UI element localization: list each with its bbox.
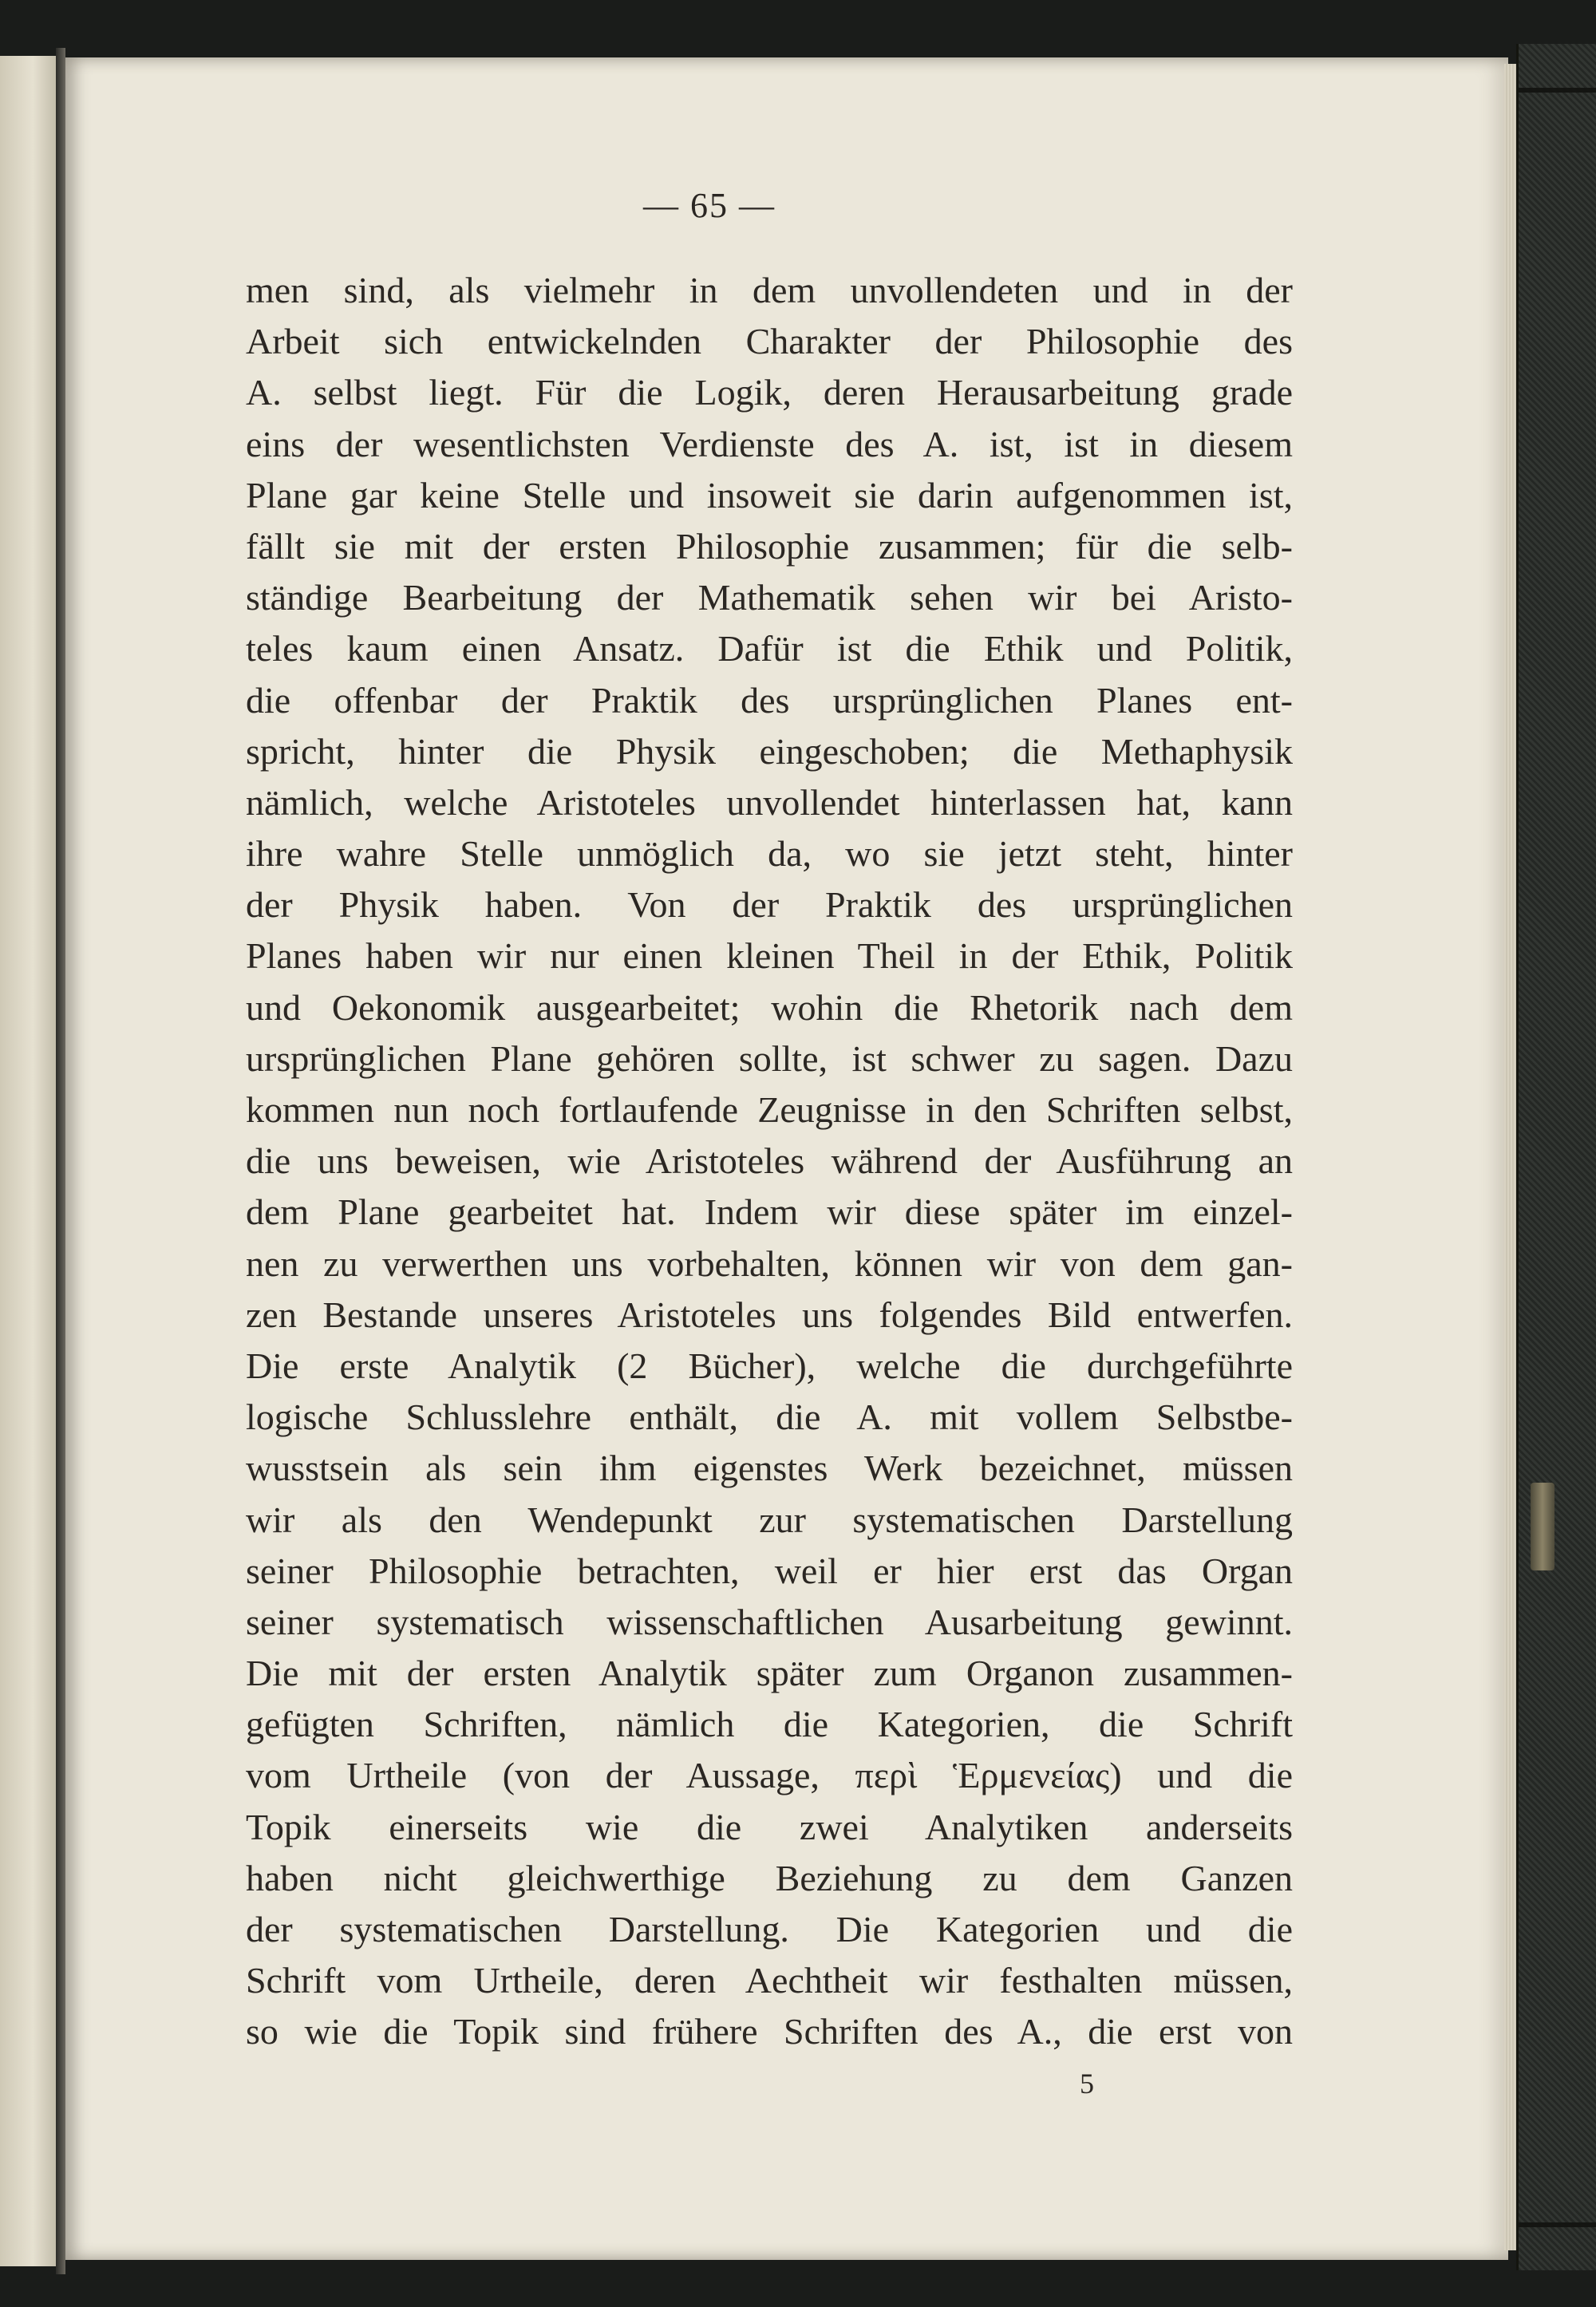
text-line: zen Bestande unseres Aristoteles uns folgendes Bild entwerfen. xyxy=(246,1294,1293,1335)
text-line: nämlich, welche Aristoteles unvollendet hinterlassen hat, kann xyxy=(246,781,1293,823)
text-line: und Oekonomik ausgearbeitet; wohin die Rhetorik nach dem xyxy=(246,986,1293,1028)
text-line: vom Urtheile (von der Aussage, περὶ Ἑρμενείας) und die xyxy=(246,1755,1293,1796)
cover-clasp xyxy=(1531,1483,1555,1570)
text-line: wusstsein als sein ihm eigenstes Werk bezeichnet, müssen xyxy=(246,1448,1293,1489)
text-line: seiner Philosophie betrachten, weil er hier erst das Organ xyxy=(246,1550,1293,1591)
text-line: nen zu verwerthen uns vorbehalten, können wir von dem gan- xyxy=(246,1242,1293,1284)
text-line: ständige Bearbeitung der Mathematik sehen wir bei Aristo- xyxy=(246,577,1293,618)
text-line: der Physik haben. Von der Praktik des ursprünglichen xyxy=(246,884,1293,926)
text-line: gefügten Schriften, nämlich die Kategorien, die Schrift xyxy=(246,1704,1293,1745)
text-line: Die mit der ersten Analytik später zum Organon zusammen- xyxy=(246,1653,1293,1694)
book-cover xyxy=(1516,44,1596,2270)
text-line: teles kaum einen Ansatz. Dafür ist die Ethik und Politik, xyxy=(246,628,1293,670)
text-line: ihre wahre Stelle unmöglich da, wo sie jetzt steht, hinter xyxy=(246,833,1293,875)
text-line: ursprünglichen Plane gehören sollte, ist schwer zu sagen. Dazu xyxy=(246,1037,1293,1079)
text-line: men sind, als vielmehr in dem unvollendeten und in der xyxy=(246,270,1293,310)
text-line: die offenbar der Praktik des ursprünglichen Planes ent- xyxy=(246,679,1293,721)
text-line: Arbeit sich entwickelnden Charakter der Philosophie des xyxy=(246,321,1293,362)
text-line: die uns beweisen, wie Aristoteles während der Ausführung an xyxy=(246,1140,1293,1182)
text-line: wir als den Wendepunkt zur systematischen Darstellung xyxy=(246,1499,1293,1540)
signature-mark: 5 xyxy=(1080,2068,1094,2100)
page-number-header: — 65 — xyxy=(643,186,776,225)
text-line: Schrift vom Urtheile, deren Aechtheit wir festhalten müssen, xyxy=(246,1960,1293,2001)
text-line: Die erste Analytik (2 Bücher), welche die durchgeführte xyxy=(246,1345,1293,1386)
text-line: seiner systematisch wissenschaftlichen Ausarbeitung gewinnt. xyxy=(246,1601,1293,1642)
text-line: spricht, hinter die Physik eingeschoben; die Methaphysik xyxy=(246,730,1293,772)
text-line: Plane gar keine Stelle und insoweit sie darin aufgenommen ist, xyxy=(246,474,1293,516)
text-line: logische Schlusslehre enthält, die A. mit vollem Selbstbe- xyxy=(246,1396,1293,1438)
text-line: der systematischen Darstellung. Die Kategorien und die xyxy=(246,1909,1293,1949)
text-line: dem Plane gearbeitet hat. Indem wir diese später im einzel- xyxy=(246,1191,1293,1233)
body-text xyxy=(246,265,1293,2058)
left-page-edge xyxy=(0,56,60,2266)
text-line: fällt sie mit der ersten Philosophie zusammen; für die selb- xyxy=(246,525,1293,567)
text-line: A. selbst liegt. Für die Logik, deren Herausarbeitung grade xyxy=(246,372,1293,413)
text-line: kommen nun noch fortlaufende Zeugnisse in den Schriften selbst, xyxy=(246,1089,1293,1130)
text-line: Planes haben wir nur einen kleinen Theil in der Ethik, Politik xyxy=(246,935,1293,977)
text-line: haben nicht gleichwerthige Beziehung zu dem Ganzen xyxy=(246,1857,1293,1898)
text-line: Topik einerseits wie die zwei Analytiken anderseits xyxy=(246,1806,1293,1847)
text-line: so wie die Topik sind frühere Schriften des A., die erst von xyxy=(246,2011,1293,2052)
text-line: eins der wesentlichsten Verdienste des A. ist, ist in diesem xyxy=(246,423,1293,464)
book-gutter xyxy=(56,48,65,2274)
